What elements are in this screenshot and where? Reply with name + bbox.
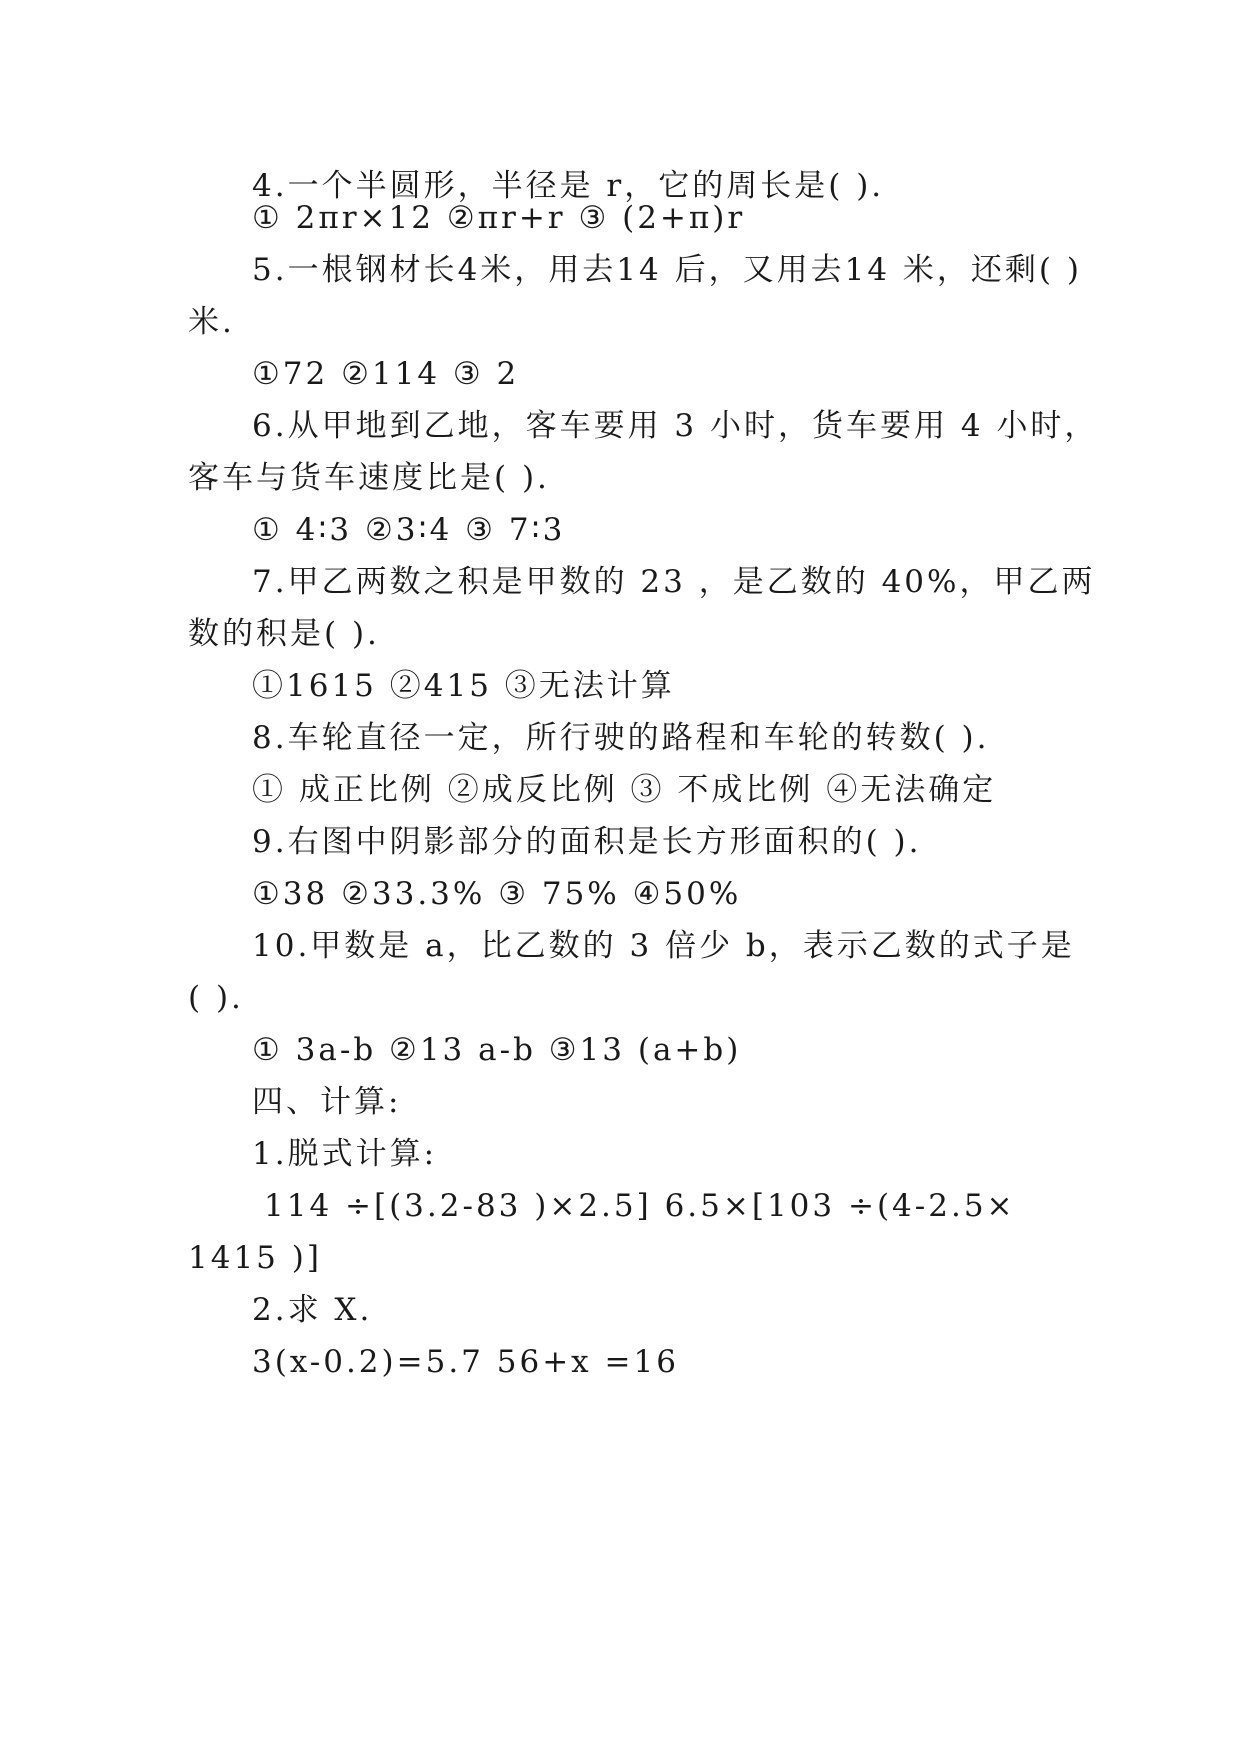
calculation-expression-cont: 1415 )] [188, 1240, 322, 1276]
calculation-expression: 114 ÷[(3.2-83 )×2.5] 6.5×[103 ÷(4-2.5× [264, 1188, 1016, 1224]
question-7-text-cont: 数的积是( ). [188, 616, 380, 652]
question-10-text: 10.甲数是 a，比乙数的 3 倍少 b，表示乙数的式子是 [252, 928, 1075, 964]
subsection-solve-x: 2.求 X. [252, 1292, 373, 1328]
subsection-step-calculation: 1.脱式计算: [252, 1136, 438, 1172]
question-4-text: 4.一个半圆形，半径是 r，它的周长是( ). [252, 168, 885, 204]
section-heading-calculation: 四、计算: [252, 1084, 402, 1120]
question-5-text: 5.一根钢材长4米，用去14 后，又用去14 米，还剩( ) [252, 252, 1082, 288]
equations: 3(x-0.2)=5.7 56+x =16 [252, 1344, 679, 1380]
question-9-options: ①38 ②33.3% ③ 75% ④50% [252, 876, 742, 912]
question-8-options: ① 成正比例 ②成反比例 ③ 不成比例 ④无法确定 [252, 772, 997, 808]
question-8-text: 8.车轮直径一定，所行驶的路程和车轮的转数( ). [252, 720, 990, 756]
question-10-options: ① 3a-b ②13 a-b ③13 (a+b) [252, 1032, 742, 1068]
question-6-text-cont: 客车与货车速度比是( ). [188, 460, 550, 496]
question-10-text-cont: ( ). [188, 980, 244, 1016]
question-6-options: ① 4∶3 ②3∶4 ③ 7∶3 [252, 512, 566, 548]
question-6-text: 6.从甲地到乙地，客车要用 3 小时，货车要用 4 小时， [252, 408, 1099, 444]
question-5-options: ①72 ②114 ③ 2 [252, 356, 520, 392]
question-9-text: 9.右图中阴影部分的面积是长方形面积的( ). [252, 824, 922, 860]
question-7-options: ①1615 ②415 ③无法计算 [252, 668, 675, 704]
question-4-options: ① 2πr×12 ②πr+r ③ (2+π)r [252, 200, 746, 236]
question-7-text: 7.甲乙两数之积是甲数的 23 ，是乙数的 40%，甲乙两 [252, 564, 1096, 600]
question-5-text-cont: 米. [188, 304, 235, 340]
